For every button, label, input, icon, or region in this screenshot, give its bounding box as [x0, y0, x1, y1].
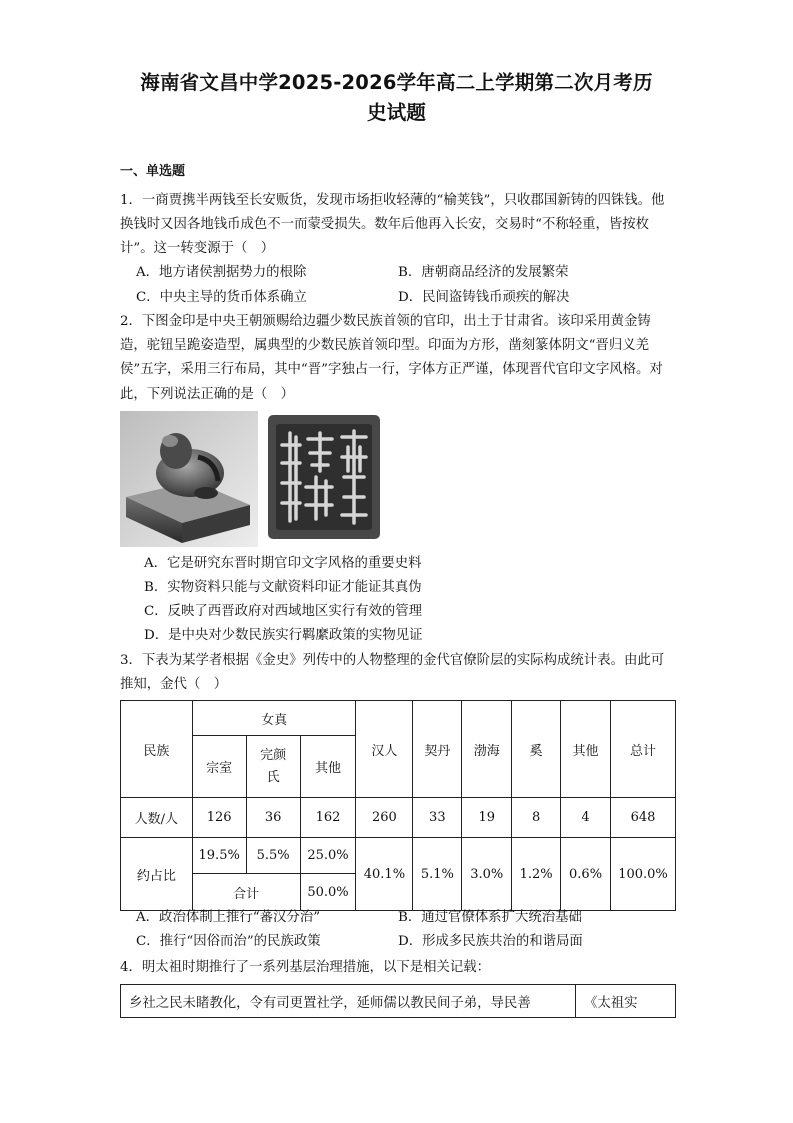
seal-side-photo — [120, 411, 258, 547]
table-cell: 33 — [413, 798, 462, 838]
q2-option-b: B．实物资料只能与文献资料印证才能证其真伪 — [144, 580, 422, 595]
header-other: 其他 — [561, 701, 611, 798]
q3-option-b: B．通过官僚体系扩大统治基础 — [398, 910, 582, 925]
q1-option-d: D．民间盗铸钱币顽疾的解决 — [398, 290, 570, 305]
header-jurchen-other: 其他 — [300, 736, 356, 798]
header-jurchen: 女真 — [192, 701, 356, 736]
table-cell: 4 — [561, 798, 611, 838]
q2-option-c: C．反映了西晋政府对西域地区实行有效的管理 — [144, 604, 423, 619]
header-han: 汉人 — [356, 701, 413, 798]
table-cell: 1.2% — [512, 838, 561, 911]
subtotal-value: 50.0% — [300, 874, 356, 911]
header-bohai: 渤海 — [462, 701, 512, 798]
q2-stem: 2．下图金印是中央王朝颁赐给边疆少数民族首领的官印，出土于甘肃省。该印采用黄金铸造，驼钮呈跪姿造型，属典型的少数民族首领印型。印面为方形，凿刻篆体阴文“晋归义羌侯”五字，采用三行布局，其中“晋”字独占一行，字体方正严谨，体现晋代官印文字风格。对此，下列说法正确的是（ ） — [120, 314, 663, 402]
table-cell: 5.1% — [413, 838, 462, 911]
table-cell: 260 — [356, 798, 413, 838]
q4-record-text: 乡社之民未睹教化，令有司更置社学，延师儒以教民间子弟，导民善 — [121, 985, 576, 1018]
q3-stem: 3．下表为某学者根据《金史》列传中的人物整理的金代官僚阶层的实际构成统计表。由此可推知，金代（ ） — [120, 653, 665, 693]
table-row — [121, 985, 676, 1018]
q1-option-b: B．唐朝商品经济的发展繁荣 — [398, 265, 569, 280]
table-cell: 648 — [611, 798, 676, 838]
seal-image — [120, 411, 386, 547]
officials-statistics-table — [120, 700, 676, 911]
table-cell: 126 — [192, 798, 246, 838]
table-row — [121, 838, 676, 874]
table-row — [121, 798, 676, 838]
header-total: 总计 — [611, 701, 676, 798]
q2-option-d: D．是中央对少数民族实行羁縻政策的实物见证 — [144, 628, 423, 643]
q3-option-c: C．推行“因俗而治”的民族政策 — [136, 934, 321, 949]
table-cell: 19 — [462, 798, 512, 838]
subtotal-label: 合计 — [192, 874, 300, 911]
table-cell: 36 — [246, 798, 300, 838]
header-khitan: 契丹 — [413, 701, 462, 798]
q4-stem: 4．明太祖时期推行了一系列基层治理措施，以下是相关记载： — [120, 960, 491, 975]
table-cell: 8 — [512, 798, 561, 838]
q1-stem: 1．一商贾携半两钱至长安贩货，发现市场拒收轻薄的“榆荚钱”，只收郡国新铸的四铢钱。他换钱时又因各地钱币成色不一而蒙受损失。数年后他再入长安，交易时“不称轻重，皆按枚计”。这一转变源于（ ） — [120, 193, 665, 257]
table-cell: 3.0% — [462, 838, 512, 911]
title-line-1: 海南省文昌中学2025-2026学年高二上学期第二次月考历 — [140, 71, 653, 94]
table-cell: 5.5% — [246, 838, 300, 874]
title-line-2: 史试题 — [366, 101, 427, 124]
gold-seal-photos — [120, 411, 386, 547]
page-title — [0, 68, 793, 128]
table-cell: 19.5% — [192, 838, 246, 874]
q4-record-table — [120, 984, 676, 1018]
q1-option-a: A．地方诸侯割据势力的根除 — [136, 265, 307, 280]
header-imperial-clan: 宗室 — [192, 736, 246, 798]
table-cell: 25.0% — [300, 838, 356, 874]
table-cell: 162 — [300, 798, 356, 838]
table-cell: 40.1% — [356, 838, 413, 911]
table-cell: 100.0% — [611, 838, 676, 911]
q3-option-d: D．形成多民族共治的和谐局面 — [398, 934, 583, 949]
header-xi: 奚 — [512, 701, 561, 798]
row-label-share: 约占比 — [121, 838, 193, 911]
q1-option-c: C．中央主导的货币体系确立 — [136, 290, 307, 305]
seal-face-photo — [258, 411, 386, 547]
header-wanyan: 完颜氏 — [246, 736, 300, 798]
q3-option-a: A．政治体制上推行“蕃汉分治” — [136, 910, 321, 925]
section-heading: 一、单选题 — [120, 164, 186, 179]
row-label-count: 人数/人 — [121, 798, 193, 838]
q2-option-a: A．它是研究东晋时期官印文字风格的重要史料 — [144, 556, 422, 571]
header-ethnicity: 民族 — [121, 701, 193, 798]
table-cell: 0.6% — [561, 838, 611, 911]
q4-record-source: 《太祖实 — [576, 985, 676, 1018]
